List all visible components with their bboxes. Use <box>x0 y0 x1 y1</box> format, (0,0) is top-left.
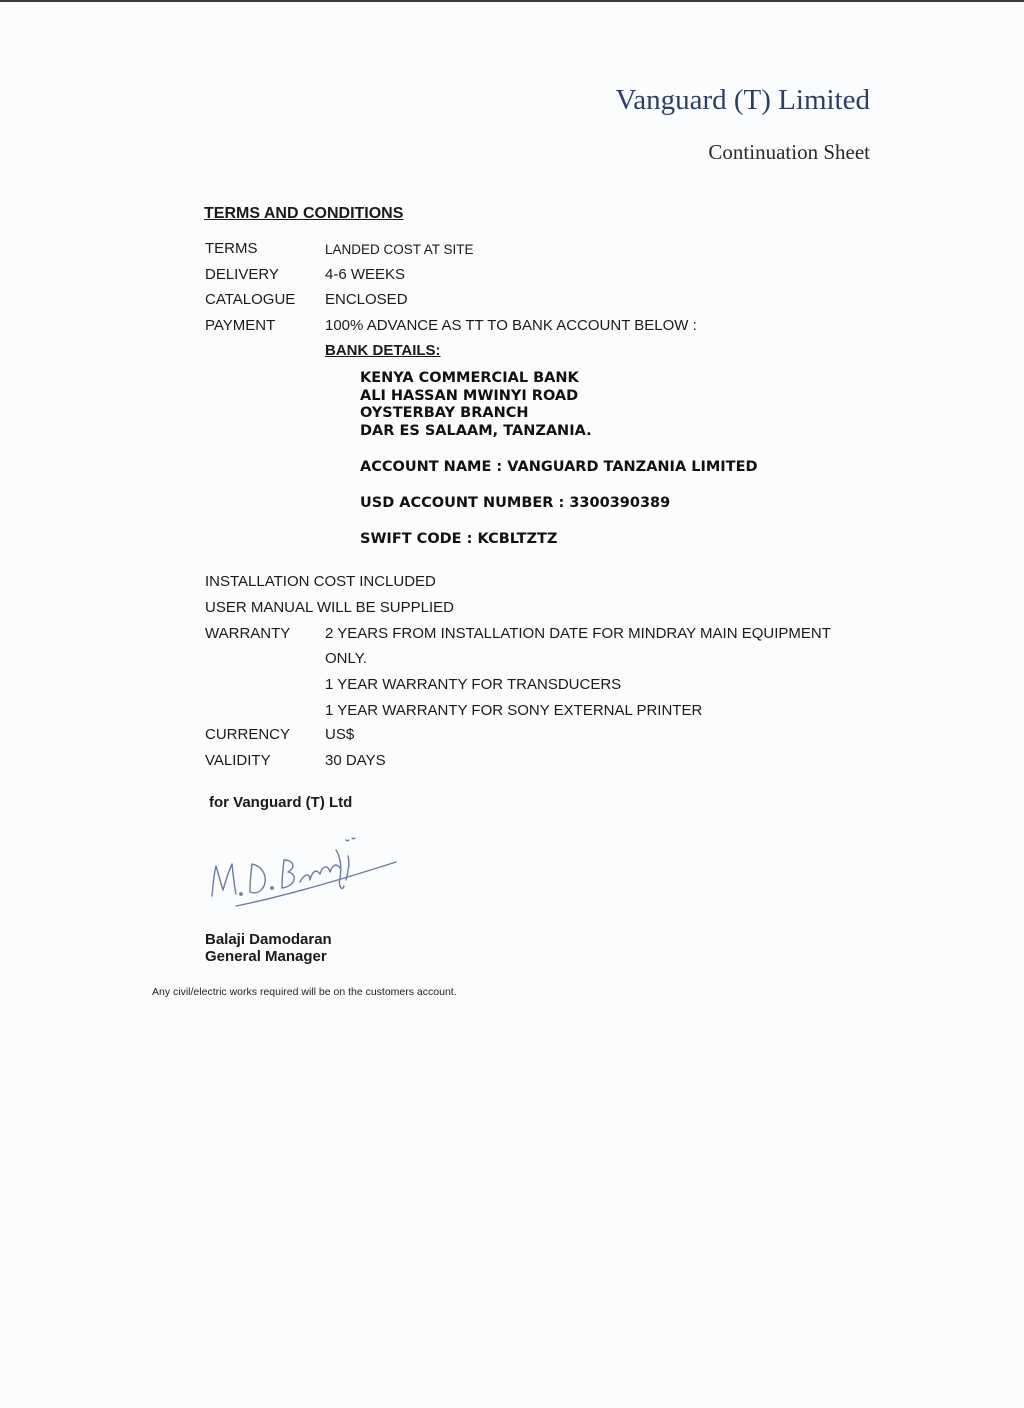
terms-heading: TERMS AND CONDITIONS <box>204 205 404 222</box>
warranty-line: 1 YEAR WARRANTY FOR TRANSDUCERS <box>325 676 622 693</box>
bank-road: ALI HASSAN MWINYI ROAD <box>360 387 579 404</box>
warranty-line: 2 YEARS FROM INSTALLATION DATE FOR MINDRAY MAIN EQUIPMENT <box>325 625 831 642</box>
bank-details-heading: BANK DETAILS: <box>325 342 441 359</box>
validity-value: 30 DAYS <box>325 752 386 769</box>
bank-address <box>360 370 592 440</box>
warranty-line: 1 YEAR WARRANTY FOR SONY EXTERNAL PRINTER <box>325 702 703 719</box>
validity-label: VALIDITY <box>205 752 271 769</box>
terms-label: TERMS <box>205 240 258 257</box>
signer-title: General Manager <box>205 948 327 965</box>
payment-value: 100% ADVANCE AS TT TO BANK ACCOUNT BELOW : <box>325 317 697 334</box>
bank-branch: OYSTERBAY BRANCH <box>360 405 529 421</box>
signoff-line: for Vanguard (T) Ltd <box>209 794 353 811</box>
warranty-label: WARRANTY <box>205 625 291 642</box>
top-border-line <box>0 0 1024 2</box>
swift-code: SWIFT CODE : KCBLTZTZ <box>360 531 558 547</box>
bank-city: DAR ES SALAAM, TANZANIA. <box>360 422 592 439</box>
account-name: ACCOUNT NAME : VANGUARD TANZANIA LIMITED <box>360 459 758 475</box>
payment-label: PAYMENT <box>205 317 276 334</box>
handwritten-signature <box>196 826 406 916</box>
terms-value: LANDED COST AT SITE <box>325 242 474 257</box>
delivery-label: DELIVERY <box>205 266 279 283</box>
installation-note: INSTALLATION COST INCLUDED <box>205 573 436 590</box>
sheet-title: Continuation Sheet <box>708 140 870 164</box>
currency-value: US$ <box>325 726 355 743</box>
footnote: Any civil/electric works required will be on the customers account. <box>152 986 457 998</box>
delivery-value: 4-6 WEEKS <box>325 266 406 283</box>
bank-name: KENYA COMMERCIAL BANK <box>360 370 579 386</box>
catalogue-value: ENCLOSED <box>325 291 408 308</box>
account-number: USD ACCOUNT NUMBER : 3300390389 <box>360 495 671 511</box>
manual-note: USER MANUAL WILL BE SUPPLIED <box>205 599 454 616</box>
warranty-line: ONLY. <box>325 650 367 667</box>
company-name: Vanguard (T) Limited <box>615 84 870 116</box>
catalogue-label: CATALOGUE <box>205 291 296 308</box>
signer-name: Balaji Damodaran <box>205 931 332 948</box>
currency-label: CURRENCY <box>205 726 291 743</box>
